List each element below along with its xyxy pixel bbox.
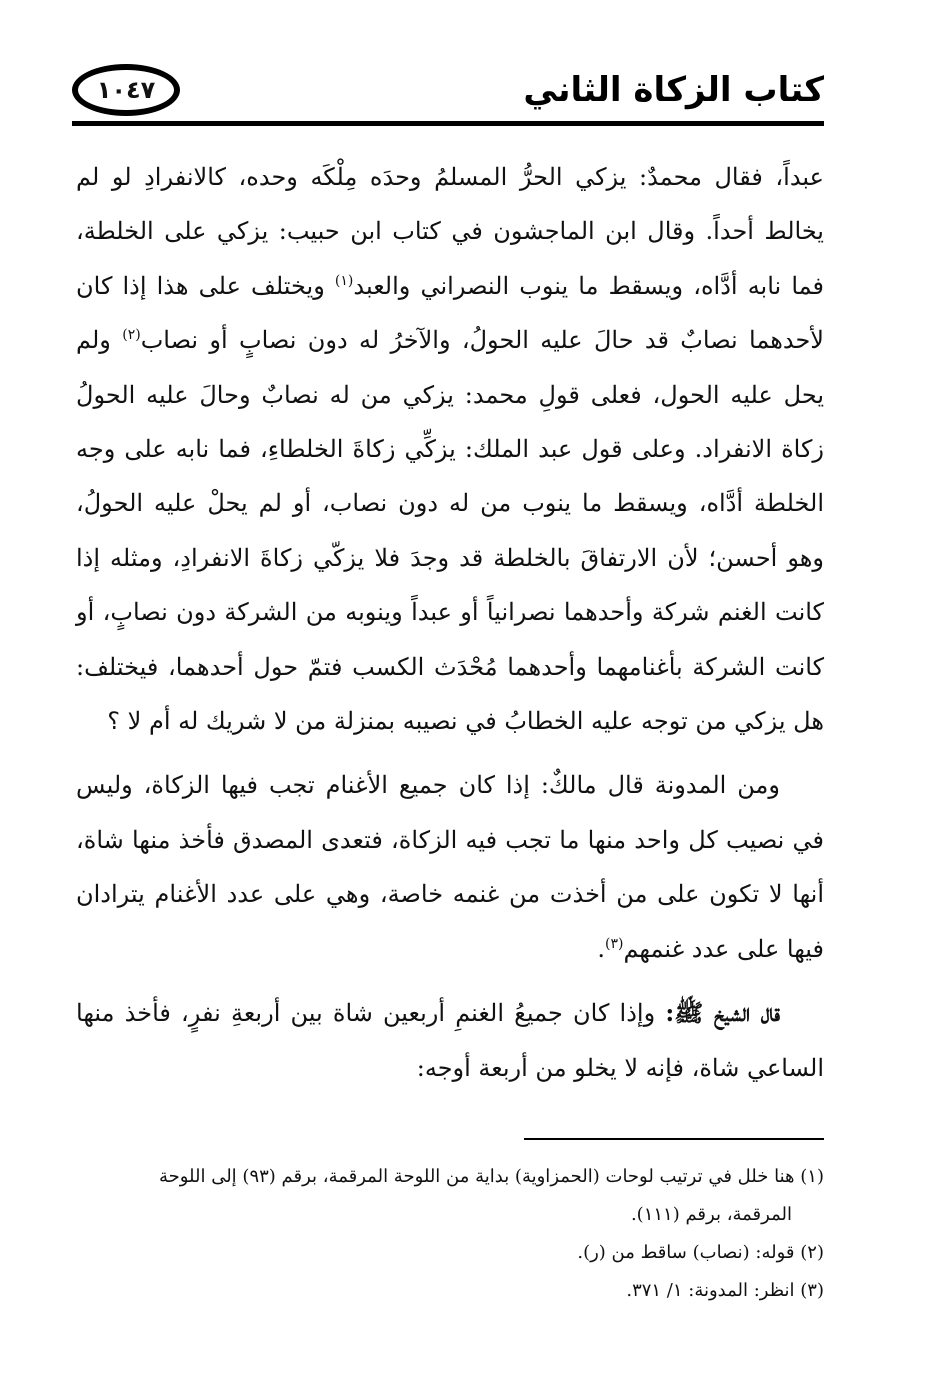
footnote-1-text: هنا خلل في ترتيب لوحات (الحمزاوية) بداية من اللوحة المرقمة، برقم (٩٣) إلى اللوحة [158, 1166, 795, 1187]
header-rule [72, 121, 824, 126]
footnote-2-marker: (٢) [800, 1242, 824, 1263]
footnotes [76, 1158, 824, 1310]
footnote-3 [76, 1272, 824, 1310]
footnote-separator [524, 1138, 824, 1140]
page-number: ١٠٤٧ [96, 76, 156, 104]
paragraph-1-text-b: ويختلف على هذا إذا كان لأحدهما نصابٌ قد حالَ عليه الحولُ، والآخرُ له دون نصابٍ أو نصاب [76, 271, 824, 355]
paragraph-1 [76, 150, 824, 748]
page-number-badge [72, 64, 180, 116]
paragraph-3-text: وإذا كان جميعُ الغنمِ أربعين شاة بين أربعةِ نفرٍ، فأخذ منها الساعي شاة، فإنه لا يخلو من أربعة أوجه: [76, 999, 824, 1082]
paragraph-2-text-b: . [597, 934, 605, 963]
paragraph-2-text-a: ومن المدونة قال مالكٌ: إذا كان جميع الأغنام تجب فيها الزكاة، وليس في نصيب كل واحد منها ما تجب فيه الزكاة، فتعدى المصدق فأخذ منها شاة، أنها لا تكون على من أخذت من غنمه خاصة، وهي على عدد الأغنام يترادان فيها على عدد غنمهم [76, 771, 824, 963]
paragraph-3-lead: قال الشيخ ﷺ: [665, 998, 780, 1028]
footnote-ref-2[interactable]: (٢) [122, 327, 141, 344]
footnote-2-text: قوله: (نصاب) ساقط من (ر). [577, 1242, 795, 1263]
footnote-ref-1[interactable]: (١) [334, 272, 354, 289]
footnote-ref-3[interactable]: (٣) [604, 935, 624, 952]
page-header [72, 62, 824, 126]
footnote-1 [76, 1158, 824, 1196]
footnote-1-marker: (١) [800, 1166, 824, 1187]
paragraph-3 [76, 986, 824, 1095]
paragraph-1-text-c: ولم يحل عليه الحول، فعلى قولِ محمد: يزكي من له نصابٌ وحالَ عليه الحولُ زكاة الانفراد. وعلى قول عبد الملك: يزكِّي زكاةَ الخلطاءِ، فما نابه على وجه الخلطة أدَّاه، ويسقط ما ينوب من له دون نصاب، أو لم يحلْ عليه الحولُ، وهو أحسن؛ لأن الارتفاقَ بالخلطة قد وجدَ فلا يزكّي زكاةَ الانفرادِ، ومثله إذا كانت الغنم شركة وأحدهما نصرانياً أو عبداً وينوبه من الشركة دون نصابٍ، أو كانت الشركة بأغنامهما وأحدهما مُحْدَث الكسب فتمّ حول أحدهما، فيختلف: هل يزكي من توجه عليه الخطابُ في نصيبه بمنزلة من لا شريك له أم لا ؟ [76, 326, 824, 736]
main-text [76, 150, 824, 1095]
footnote-3-marker: (٣) [800, 1280, 824, 1301]
footnote-1-continuation: المرقمة، برقم (١١١). [630, 1204, 792, 1225]
footnote-2 [76, 1234, 824, 1272]
running-title: كتاب الزكاة الثاني [523, 70, 824, 110]
paragraph-2 [76, 758, 824, 976]
paragraph-1-text-a: عبداً، فقال محمدٌ: يزكي الحرُّ المسلمُ وحدَه مِلْكَه وحده، كالانفرادِ لو لم يخالط أحداً. وقال ابن الماجشون في كتاب ابن حبيب: يزكي على الخلطة، فما نابه أدَّاه، ويسقط ما ينوب النصراني والعبد [76, 163, 824, 300]
footnote-3-text: انظر: المدونة: ١/ ٣٧١. [626, 1280, 795, 1301]
